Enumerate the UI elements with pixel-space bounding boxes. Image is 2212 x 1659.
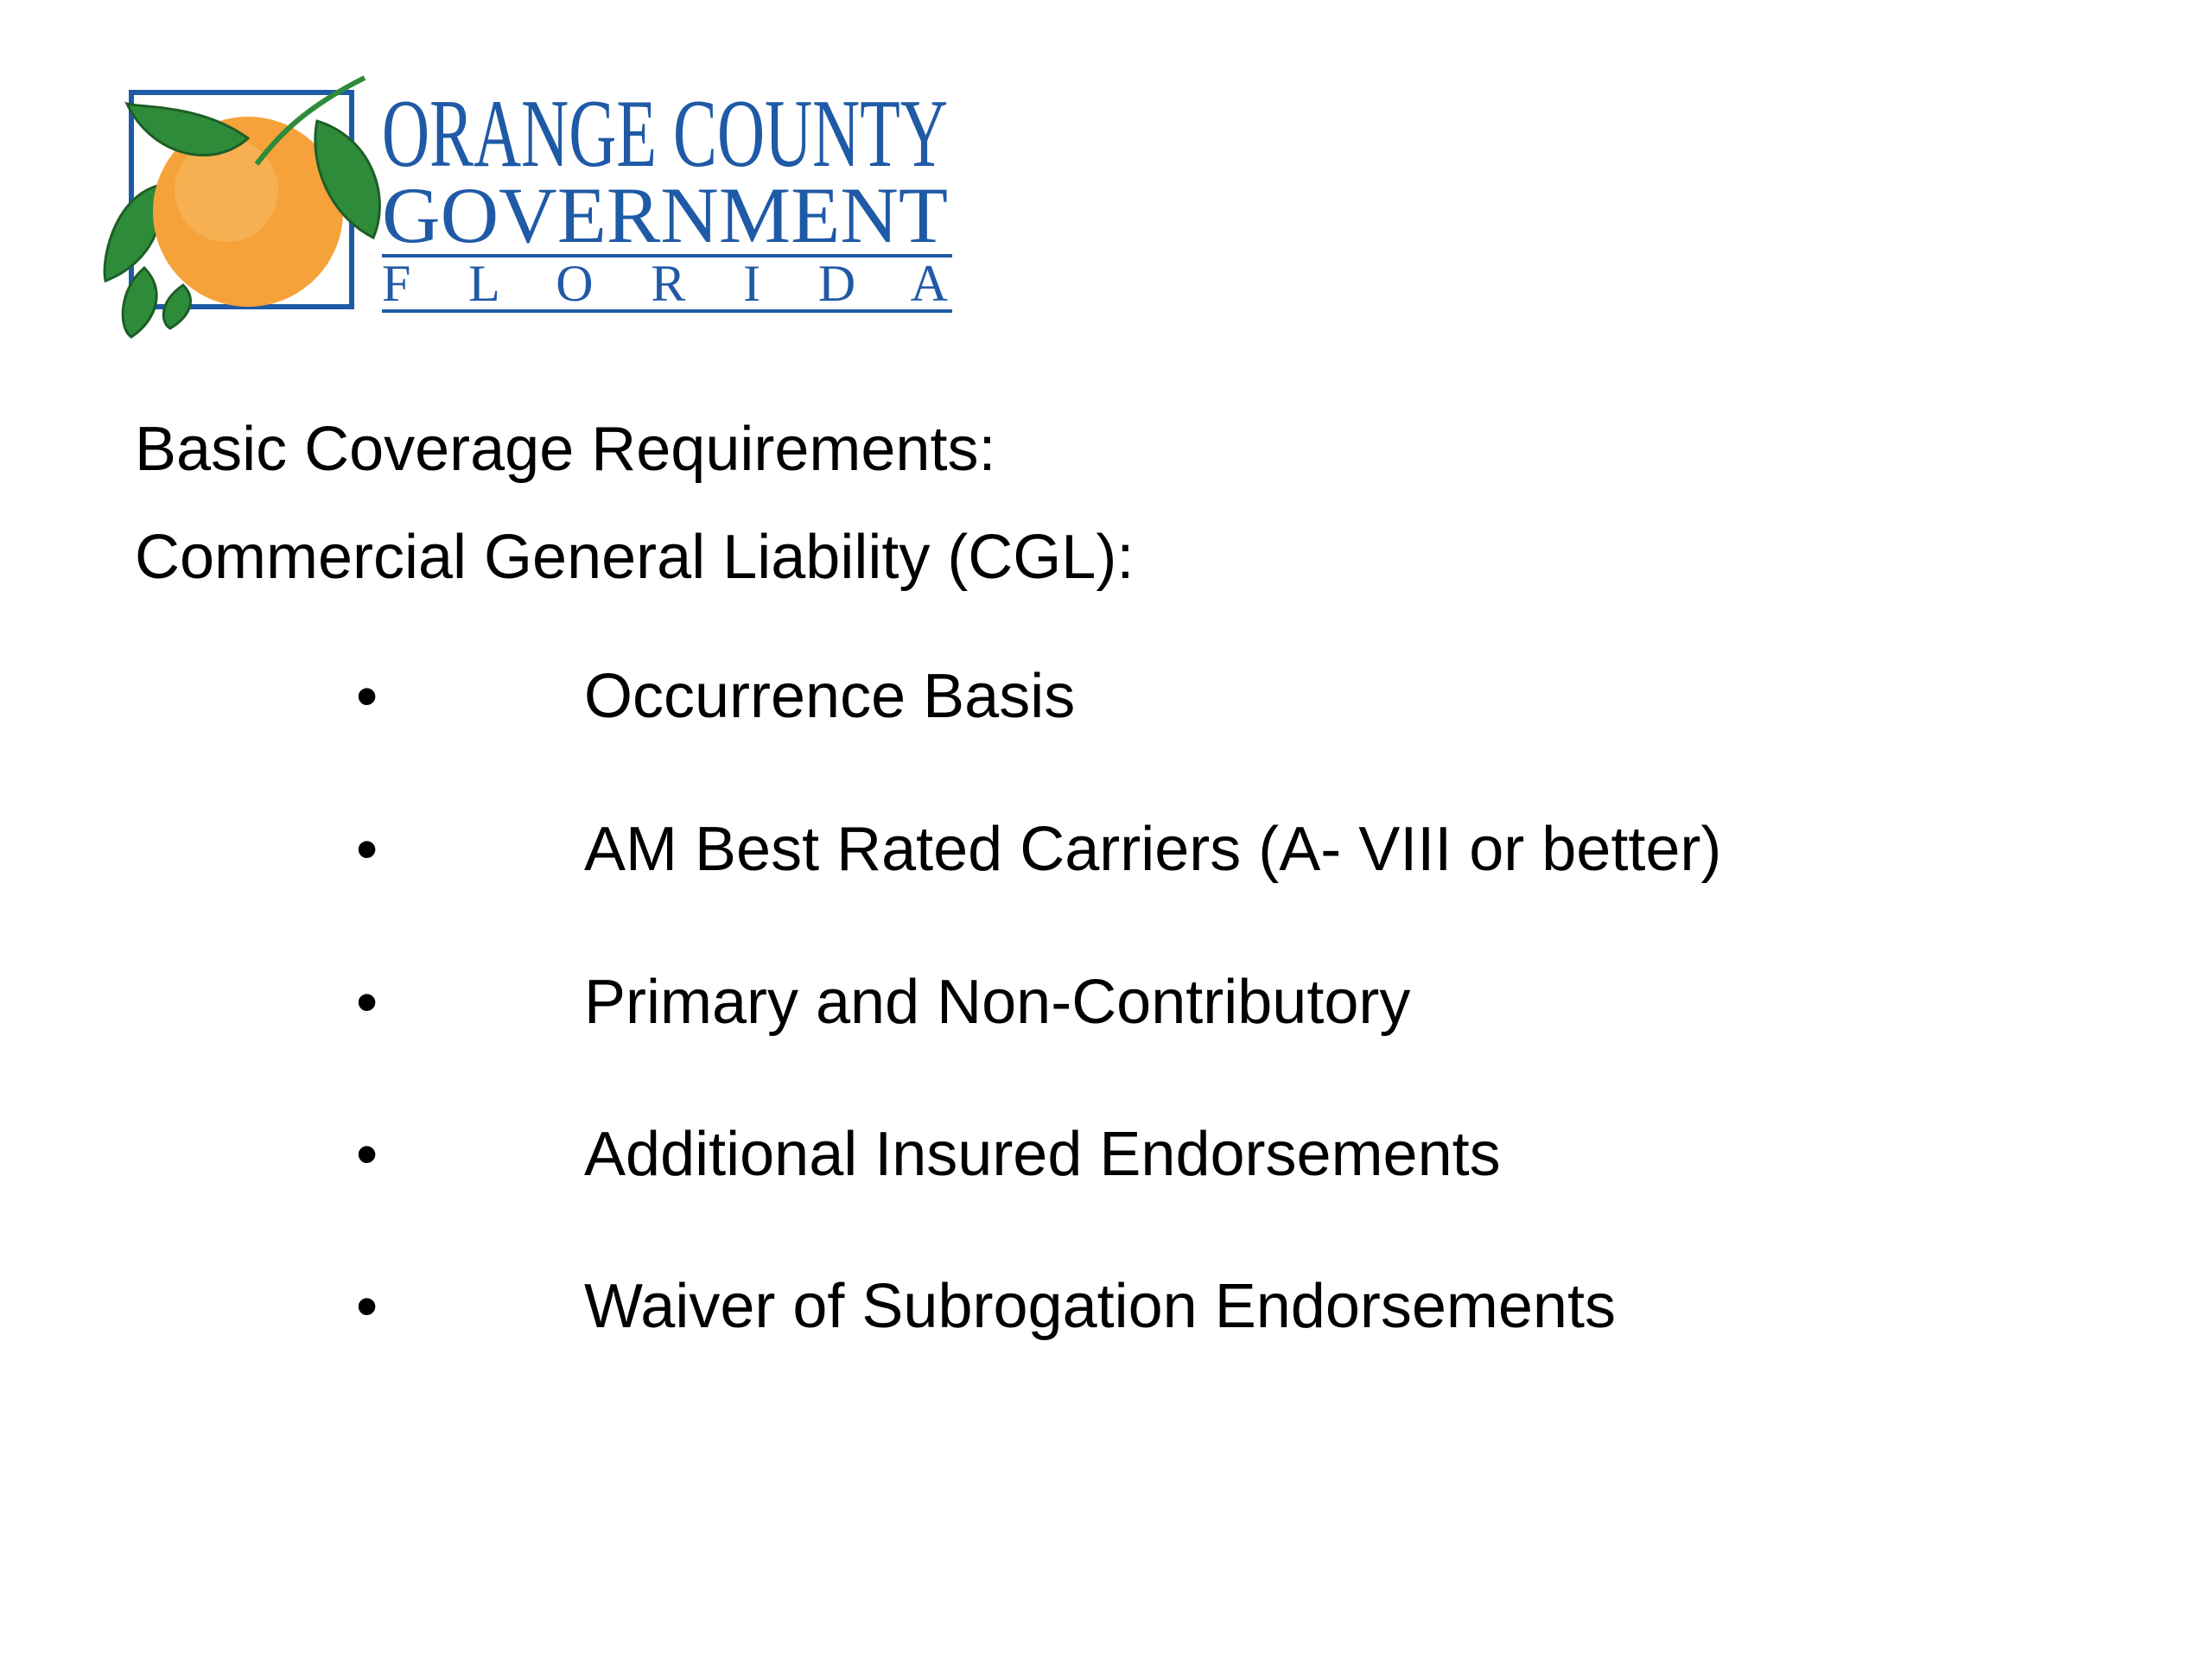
leaf-icon <box>163 285 190 328</box>
bullet-icon: • <box>356 1120 378 1189</box>
logo-line2: GOVERNMENT <box>382 171 948 259</box>
list-item-text: Waiver of Subrogation Endorsements <box>584 1272 1616 1341</box>
basic-coverage-heading: Basic Coverage Requirements: <box>135 415 996 484</box>
list-item <box>0 815 2074 896</box>
leaf-icon <box>105 186 160 281</box>
bullet-icon: • <box>356 968 378 1037</box>
cgl-heading: Commercial General Liability (CGL): <box>135 523 1135 592</box>
logo-line1: ORANGE COUNTY <box>382 80 948 188</box>
leaf-icon <box>127 104 248 156</box>
bullet-icon: • <box>356 1272 378 1341</box>
list-item-text: Primary and Non-Contributory <box>584 968 1411 1037</box>
leaf-icon <box>123 268 156 337</box>
list-item-text: AM Best Rated Carriers (A- VIII or better) <box>584 815 1722 884</box>
list-item-text: Occurrence Basis <box>584 662 1076 731</box>
orange-county-logo <box>97 69 961 346</box>
list-item <box>0 1272 2074 1353</box>
list-item <box>0 1120 2074 1201</box>
logo-line3: F L O R I D A <box>382 255 948 312</box>
list-item-text: Additional Insured Endorsements <box>584 1120 1501 1189</box>
bullet-icon: • <box>356 815 378 884</box>
list-item <box>0 662 2074 743</box>
list-item <box>0 968 2074 1049</box>
bullet-icon: • <box>356 662 378 731</box>
